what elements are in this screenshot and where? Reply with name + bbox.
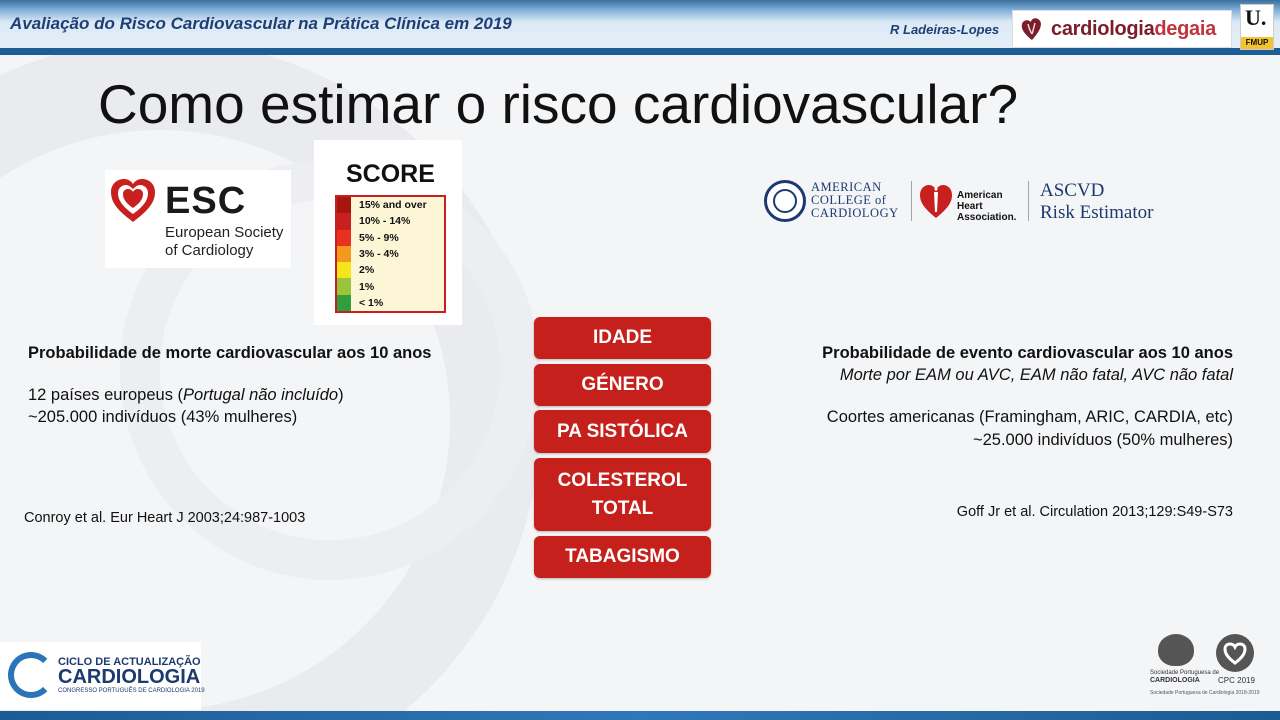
esc-heart-icon (109, 178, 157, 224)
ascvd-reference: Goff Jr et al. Circulation 2013;129:S49-S73 (956, 504, 1233, 520)
esc-population: ~205.000 indivíduos (43% mulheres) (28, 408, 298, 426)
esc-countries (28, 386, 344, 405)
esc-heading: Probabilidade de morte cardiovascular aos 10 anos (28, 344, 432, 362)
slide-title: Como estimar o risco cardiovascular? (98, 73, 1019, 135)
score-logo (314, 140, 462, 325)
aha-line3: Association. (957, 212, 1017, 223)
acc-line2: COLLEGE of (811, 193, 887, 207)
ciclo-ring-icon (8, 652, 54, 698)
score-swatch (337, 262, 351, 278)
spc-line2: CARDIOLOGIA (1150, 677, 1200, 684)
ascvd-logo-text (1040, 180, 1153, 224)
score-row (337, 262, 444, 278)
score-row (337, 278, 444, 294)
score-swatch (337, 213, 351, 229)
fmup-logo (1240, 4, 1274, 50)
presentation-title: Avaliação do Risco Cardiovascular na Prática Clínica em 2019 (10, 14, 512, 33)
spc-line1: Sociedade Portuguesa de (1150, 670, 1220, 676)
cpc-heart-icon (1216, 634, 1254, 672)
score-title: SCORE (346, 160, 435, 188)
logo-text-degaia: degaia (1154, 17, 1216, 40)
logo-divider-2 (1028, 181, 1029, 221)
factor-tabagismo: TABAGISMO (534, 536, 711, 578)
esc-name-line1: European Society (165, 224, 284, 241)
spc-globe-icon (1158, 634, 1194, 666)
score-row-label: 10% - 14% (359, 215, 411, 228)
ciclo-line1: CICLO DE ACTUALIZAÇÃO (58, 656, 201, 668)
fmup-letter: U. (1245, 5, 1267, 30)
esc-reference: Conroy et al. Eur Heart J 2003;24:987-1003 (24, 510, 306, 526)
score-swatch (337, 295, 351, 311)
footer-bar (0, 711, 1280, 720)
ascvd-heading: Probabilidade de evento cardiovascular aos 10 anos (822, 344, 1233, 362)
score-swatch (337, 278, 351, 294)
cardiologia-de-gaia-logo (1012, 10, 1232, 48)
logo-divider (911, 181, 912, 221)
factor-colesterol-total: COLESTEROL TOTAL (534, 458, 711, 531)
ascvd-line2: Risk Estimator (1040, 202, 1154, 223)
cpc-label: CPC 2019 (1218, 676, 1255, 685)
header-stripe (0, 48, 1280, 55)
esc-abbr: ESC (165, 180, 247, 222)
aha-line2: Heart (957, 201, 983, 212)
ciclo-line2: CARDIOLOGIA (58, 666, 201, 688)
aha-heart-torch-icon (919, 182, 953, 220)
acc-line1: AMERICAN (811, 180, 882, 194)
factor-idade: IDADE (534, 317, 711, 359)
aha-logo-text (957, 190, 1016, 223)
author-name: R Ladeiras-Lopes (890, 22, 1000, 37)
acc-seal-icon (764, 180, 806, 222)
score-swatch (337, 230, 351, 246)
header-band (0, 0, 1280, 55)
score-row-label: 2% (359, 264, 375, 277)
score-swatch (337, 246, 351, 262)
score-row-label: 15% and over (359, 199, 427, 212)
logo-text-cardiologia: cardiologia (1051, 17, 1155, 40)
ascvd-cohorts: Coortes americanas (Framingham, ARIC, CARDIA, etc) (826, 408, 1233, 426)
esc-name-line2: of Cardiology (165, 242, 254, 259)
aha-line1: American (957, 190, 1003, 201)
ascvd-line1: ASCVD (1040, 180, 1105, 201)
factor-genero: GÉNERO (534, 364, 711, 406)
score-row (337, 213, 444, 229)
score-row (337, 246, 444, 262)
acc-line3: CARDIOLOGY (811, 206, 899, 220)
score-row-label: 1% (359, 280, 375, 293)
ciclo-line3: CONGRESSO PORTUGUÊS DE CARDIOLOGIA 2019 (58, 688, 205, 694)
ascvd-subheading: Morte por EAM ou AVC, EAM não fatal, AVC não fatal (839, 366, 1233, 384)
score-row-label: 3% - 4% (359, 248, 399, 261)
score-row-label: < 1% (359, 296, 384, 309)
score-row-label: 5% - 9% (359, 231, 399, 244)
ciclo-actualizacao-logo (0, 642, 205, 710)
cpc-logo (1214, 634, 1258, 696)
esc-countries-note: Portugal não incluído (183, 386, 339, 404)
spc-line3: Sociedade Portuguesa de Cardiologia 2018-2019 (1150, 690, 1260, 696)
score-row (337, 230, 444, 246)
esc-countries-pre: 12 países europeus ( (28, 386, 184, 404)
score-row (337, 295, 444, 311)
anatomical-heart-icon (1019, 16, 1045, 42)
ascvd-population: ~25.000 indivíduos (50% mulheres) (972, 431, 1233, 449)
factor-pa-sistolica: PA SISTÓLICA (534, 410, 711, 453)
score-swatch (337, 197, 351, 213)
acc-logo-text (811, 181, 899, 220)
esc-countries-post: ) (338, 386, 344, 404)
score-row (337, 197, 444, 213)
esc-logo (105, 170, 291, 268)
fmup-label: FMUP (1241, 37, 1273, 49)
score-risk-table (335, 195, 446, 313)
